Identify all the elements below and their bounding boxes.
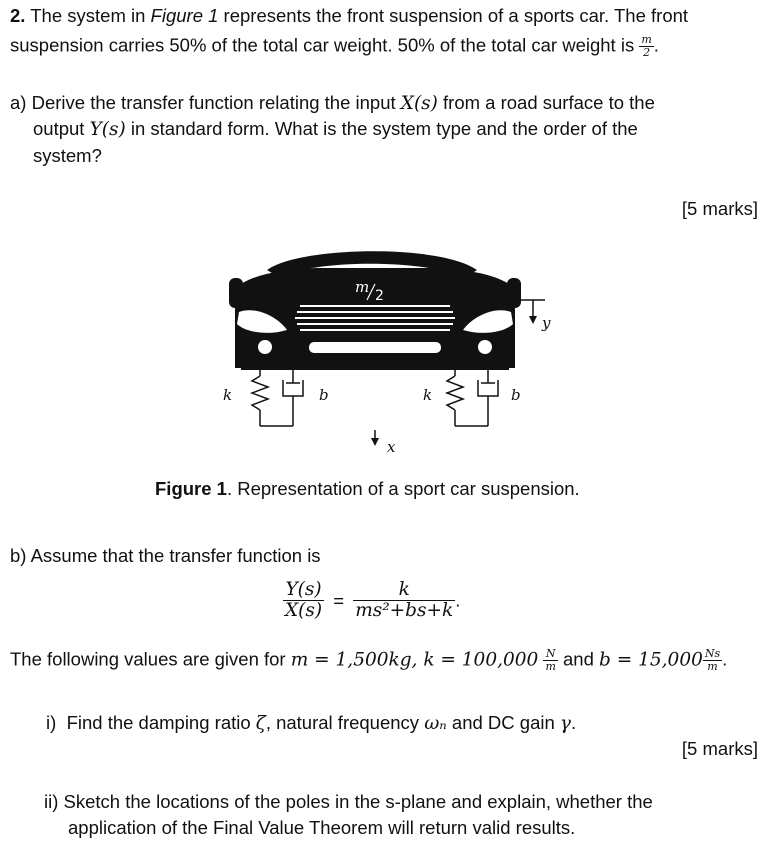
figure-caption: [155, 478, 580, 500]
part-bi-text-mid2: and DC gain: [446, 712, 560, 733]
mass-den-label: 2: [375, 288, 384, 304]
part-a-marks: [5 marks]: [681, 198, 758, 219]
part-bii-text2: application of the Final Value Theorem will return valid results.: [68, 817, 576, 838]
zeta-symbol: ζ: [255, 713, 266, 734]
tf-rhs-num: k: [353, 580, 455, 601]
part-a-text3: system?: [33, 145, 102, 166]
car-underside: [241, 360, 509, 370]
given-period: .: [722, 648, 728, 670]
weight-fraction: [639, 34, 653, 59]
given-and: and: [557, 648, 600, 670]
transfer-function: [283, 580, 460, 621]
k-right-label: k: [423, 386, 433, 404]
part-bii-label: ii): [44, 791, 59, 812]
suspension-figure: [215, 240, 575, 465]
given-pre: The following values are given for: [10, 648, 291, 670]
tf-lhs-den: X(s): [285, 600, 323, 621]
input-symbol: X(s): [400, 93, 438, 114]
figure-reference: Figure 1: [150, 5, 219, 26]
tf-lhs: [283, 580, 324, 621]
b-value: b = 15,000: [599, 649, 703, 671]
right-fog-light: [478, 340, 492, 354]
part-bi-text-mid1: , natural frequency: [265, 712, 425, 733]
part-a-text2: output: [33, 118, 90, 139]
mass-label: m: [355, 278, 370, 296]
left-spring: [252, 370, 268, 426]
omega-symbol: ωₙ: [424, 713, 447, 734]
part-a-line2: [33, 118, 638, 141]
intro-text-post: represents the front suspension of a sports car. The front: [218, 5, 689, 26]
b-unit-num: Ns: [704, 647, 721, 660]
mass-and-k-values: m = 1,500kg, k = 100,000: [290, 649, 539, 671]
part-a-text1-post: from a road surface to the: [437, 92, 655, 113]
k-unit: [543, 648, 557, 673]
part-bi-label: i): [46, 712, 57, 733]
b-right-label: b: [511, 386, 521, 404]
part-a-text2-post: in standard form. What is the system type and the order of the: [125, 118, 638, 139]
left-wheel: [229, 278, 243, 308]
b-left-label: b: [319, 386, 329, 404]
lower-intake: [309, 342, 441, 353]
question-intro-line1: [10, 5, 688, 27]
right-damper: [478, 370, 498, 426]
b-unit-den: m: [707, 660, 718, 673]
b-unit: [703, 648, 722, 673]
y-label: y: [542, 314, 551, 332]
tf-lhs-num: Y(s): [283, 580, 324, 601]
figure-caption-label: Figure 1: [155, 478, 227, 499]
intro-text-line2: suspension carries 50% of the total car weight. 50% of the total car weight is: [10, 34, 640, 56]
part-bi-text-pre: Find the damping ratio: [66, 712, 256, 733]
weight-frac-num: m: [641, 33, 652, 46]
tf-rhs: [353, 580, 455, 621]
question-intro-line2: [10, 34, 659, 59]
left-damper: [283, 370, 303, 426]
part-b-label: b): [10, 545, 27, 566]
left-fog-light: [258, 340, 272, 354]
output-symbol: Y(s): [89, 119, 126, 140]
part-a-text1: Derive the transfer function relating the input: [31, 92, 401, 113]
part-bii-line1: [44, 791, 653, 813]
part-a-line3: [33, 145, 102, 167]
x-arrow: [371, 430, 379, 446]
part-bi-text-post: .: [570, 712, 577, 733]
part-b-line: [10, 545, 321, 567]
tf-equals: =: [333, 589, 345, 611]
tf-rhs-den: ms²+bs+k: [355, 600, 454, 621]
intro-period: .: [653, 34, 659, 56]
weight-frac-den: 2: [643, 46, 651, 59]
k-unit-den: m: [545, 660, 556, 673]
gamma-symbol: γ: [559, 713, 571, 734]
tf-period: .: [455, 589, 461, 611]
right-wheel: [507, 278, 521, 308]
right-spring: [447, 370, 463, 426]
part-a-line1: [10, 92, 655, 115]
intro-text: The system in: [30, 5, 151, 26]
k-left-label: k: [223, 386, 233, 404]
part-bii-line2: [68, 817, 575, 839]
figure-caption-text: . Representation of a sport car suspension.: [226, 478, 580, 499]
k-unit-num: N: [543, 648, 557, 661]
x-label: x: [387, 438, 396, 456]
part-bii-text1: Sketch the locations of the poles in the s-plane and explain, whether the: [63, 791, 653, 812]
question-number: 2.: [10, 5, 26, 26]
part-b-assume: Assume that the transfer function is: [30, 545, 321, 566]
part-bi-line: [46, 712, 576, 735]
part-a-label: a): [10, 92, 27, 113]
given-values: [10, 648, 727, 673]
part-bi-marks: [5 marks]: [681, 738, 758, 759]
